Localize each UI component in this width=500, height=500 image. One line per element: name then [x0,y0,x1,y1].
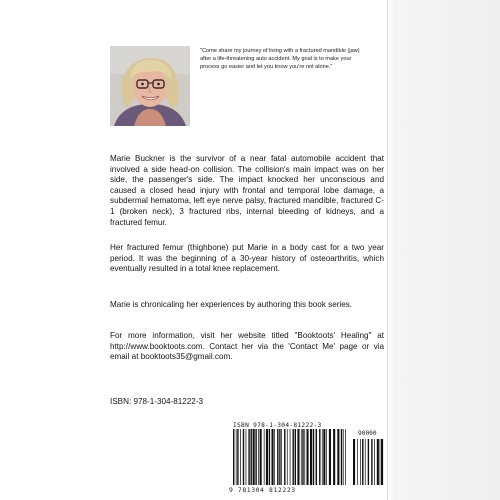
barcode-bottom-text: 9 781304 812223 [229,486,296,494]
isbn-line: ISBN: 978-1-304-81222-3 [110,397,204,406]
author-photo [110,46,190,126]
barcode-top-text: ISBN 978-1-304-81222-3 [233,422,322,429]
author-quote: "Come share my journey of living with a fractured mandible (jaw) after a life-threatening auto accident. My goal is to make your process go easier and let you know you're not alone." [200,48,360,71]
barcode-addon-text: 90000 [358,430,377,437]
bio-paragraph-3: Marie is chronicaling her experiences by authoring this book series. [110,300,353,309]
bio-paragraph-1: Marie Buckner is the survivor of a near fatal automobile accident that involved a side head-on collision. The collision's main impact was on her side, the passenger's side. The impact knocked her unconscious and caused a closed head injury with frontal and temporal lobe damage, a subdermal hematoma, left eye nerve palsy, fractured mandible, fractured C-1 (broken neck), 3 fractured ribs, internal bleeding of kidneys, and a fractured femur. [110,154,384,227]
bio-paragraph-4: For more information, visit her website titled "Booktoots' Healing" at http://www.booktoots.com. Contact her via the 'Contact Me' page or via email at booktoots35@gmail.com. [110,331,384,362]
bio-paragraph-2: Her fractured femur (thighbone) put Marie in a body cast for a two year period. It was the beginning of a 30-year history of osteoarthritis, which eventually resulted in a total knee replacement. [110,243,384,274]
isbn-barcode [227,420,387,500]
page-shadow [388,0,500,500]
barcode-bars-graphic [227,429,387,485]
